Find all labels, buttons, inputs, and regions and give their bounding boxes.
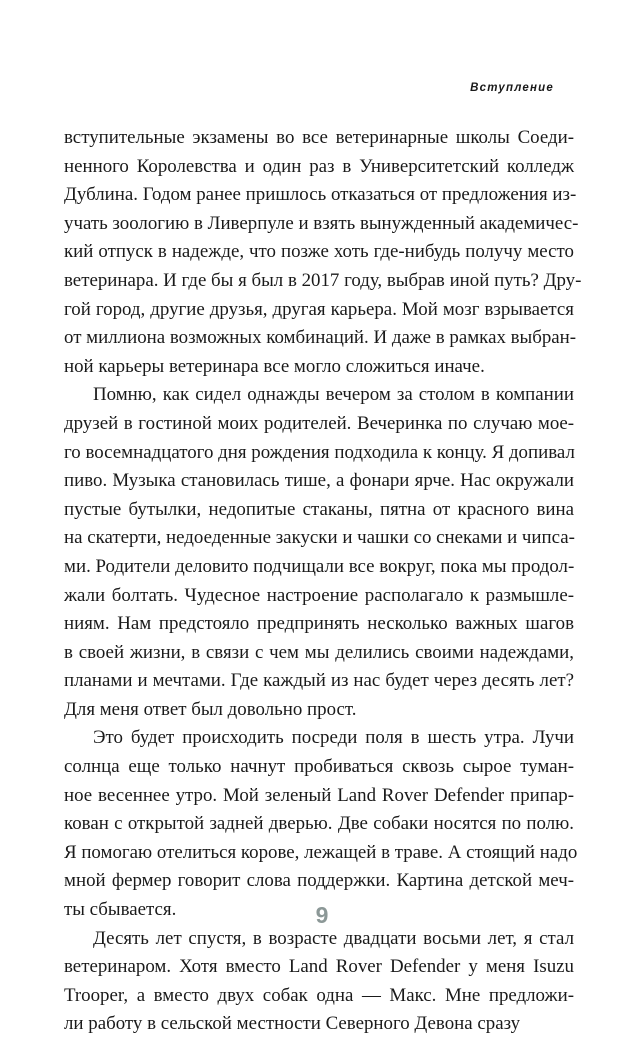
running-header: Вступление	[470, 82, 554, 94]
text-line: ты сбывается.	[64, 899, 177, 921]
text-line: Это будет происходить посреди поля в шесть утра. Лучи	[93, 727, 574, 749]
paragraph	[64, 381, 574, 724]
paragraph	[64, 724, 578, 924]
text-line: ниям. Нам предстояло предпринять несколько важных шагов	[64, 613, 574, 635]
page-number: 9	[315, 902, 329, 928]
text-line: кован с открытой задней дверью. Две собаки носятся по полю.	[64, 813, 574, 835]
text-line: ной карьеры ветеринара все могло сложиться иначе.	[64, 355, 485, 377]
text-line: учать зоологию в Ливерпуле и взять вынужденный академичес-	[64, 212, 579, 234]
text-line: Я помогаю отелиться корове, лежащей в траве. А стоящий надо	[64, 841, 578, 863]
text-line: ненного Королевства и один раз в Университетский колледж	[64, 155, 574, 177]
text-line: ми. Родители деловито подчищали все вокруг, пока мы продол-	[64, 555, 575, 577]
text-line: ное весеннее утро. Мой зеленый Land Rover Defender припар-	[64, 784, 574, 806]
text-line: пустые бутылки, недопитые стаканы, пятна от красного вина	[64, 498, 574, 520]
text-line: на скатерти, недоеденные закуски и чашки со снеками и чипса-	[64, 527, 575, 549]
text-line: ветеринара. И где бы я был в 2017 году, выбрав иной путь? Дру-	[64, 269, 582, 291]
text-line: от миллиона возможных комбинаций. И даже в рамках выбран-	[64, 327, 577, 349]
text-line: жали болтать. Чудесное настроение располагало к размышле-	[64, 584, 574, 606]
text-line: планами и мечтами. Где каждый из нас будет через десять лет?	[64, 670, 574, 692]
text-line: Для меня ответ был довольно прост.	[64, 698, 357, 720]
paragraph	[64, 124, 582, 381]
text-line: друзей в гостиной моих родителей. Вечеринка по случаю моe-	[64, 412, 574, 434]
text-line: ли работу в сельской местности Северного Девона сразу	[64, 1013, 521, 1035]
text-line: пиво. Музыка становилась тише, а фонари ярче. Нас окружали	[64, 470, 574, 492]
text-line: мной фермер говорит слова поддержки. Картина детской меч-	[64, 870, 574, 892]
text-line: кий отпуск в надежде, что позже хоть где-нибудь получу место	[64, 241, 574, 263]
paragraph	[64, 925, 574, 1039]
text-line: вступительные экзамены во все ветеринарные школы Соеди-	[64, 127, 574, 148]
text-line: Дублина. Годом ранее пришлось отказаться от предложения из-	[64, 184, 577, 206]
text-line: го восемнадцатого дня рождения подходила к концу. Я допивал	[64, 441, 575, 463]
text-line: солнца еще только начнут пробиваться сквозь сырое туман-	[64, 756, 574, 778]
text-line: в своей жизни, в связи с чем мы делились своими надеждами,	[64, 641, 574, 663]
text-line: Trooper, а вместо двух собак одна — Макс. Мне предложи-	[64, 984, 574, 1006]
text-line: ветеринаром. Хотя вместо Land Rover Defender у меня Isuzu	[64, 956, 574, 978]
text-line: Помню, как сидел однажды вечером за столом в компании	[93, 384, 574, 406]
text-line: гой город, другие друзья, другая карьера. Мой мозг взрывается	[64, 298, 574, 320]
text-line: Десять лет спустя, в возрасте двадцати восьми лет, я стал	[93, 927, 574, 949]
